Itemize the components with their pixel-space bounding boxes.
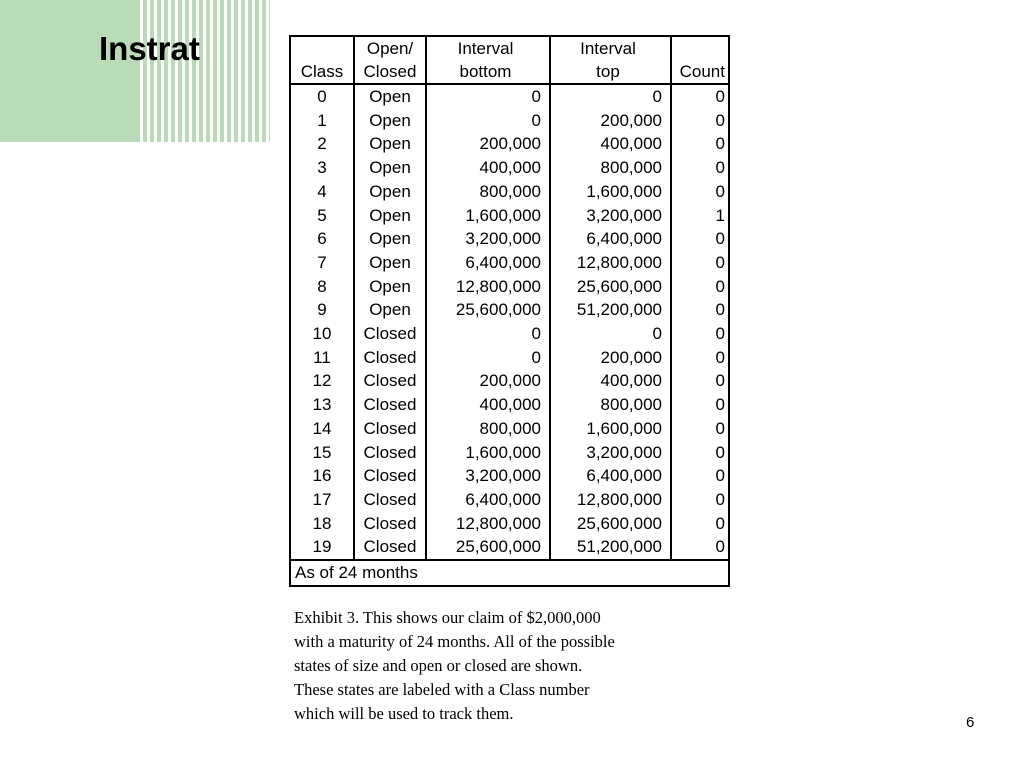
cell-open-closed: Open [354, 109, 426, 133]
cell-count: 0 [671, 322, 729, 346]
cell-interval-top: 400,000 [550, 132, 671, 156]
header-count-line1 [671, 36, 729, 60]
cell-count: 0 [671, 275, 729, 299]
cell-class: 5 [290, 204, 354, 228]
cell-count: 0 [671, 298, 729, 322]
cell-interval-top: 800,000 [550, 156, 671, 180]
header-open-closed: Closed [354, 60, 426, 84]
cell-class: 19 [290, 535, 354, 560]
cell-interval-top: 0 [550, 84, 671, 109]
table-row [290, 369, 729, 393]
page-number: 6 [966, 714, 975, 731]
cell-interval-bottom: 800,000 [426, 417, 550, 441]
cell-interval-bottom: 400,000 [426, 393, 550, 417]
cell-open-closed: Closed [354, 346, 426, 370]
cell-count: 0 [671, 512, 729, 536]
table-row [290, 417, 729, 441]
cell-interval-bottom: 25,600,000 [426, 535, 550, 560]
cell-interval-bottom: 0 [426, 322, 550, 346]
cell-open-closed: Closed [354, 393, 426, 417]
cell-interval-top: 25,600,000 [550, 275, 671, 299]
cell-count: 0 [671, 346, 729, 370]
cell-interval-bottom: 6,400,000 [426, 251, 550, 275]
cell-count: 0 [671, 369, 729, 393]
table-row [290, 488, 729, 512]
table-row [290, 346, 729, 370]
cell-open-closed: Closed [354, 488, 426, 512]
cell-class: 0 [290, 84, 354, 109]
cell-class: 3 [290, 156, 354, 180]
cell-count: 0 [671, 180, 729, 204]
cell-class: 4 [290, 180, 354, 204]
cell-open-closed: Closed [354, 512, 426, 536]
cell-interval-top: 51,200,000 [550, 298, 671, 322]
cell-interval-top: 51,200,000 [550, 535, 671, 560]
cell-count: 0 [671, 227, 729, 251]
cell-interval-top: 400,000 [550, 369, 671, 393]
header-interval-top: top [550, 60, 671, 84]
cell-interval-top: 200,000 [550, 109, 671, 133]
table-header-row-1 [290, 36, 729, 60]
cell-count: 0 [671, 156, 729, 180]
cell-interval-bottom: 200,000 [426, 369, 550, 393]
cell-interval-top: 800,000 [550, 393, 671, 417]
cell-open-closed: Closed [354, 369, 426, 393]
slide-title: Instrat [99, 30, 200, 67]
cell-interval-top: 25,600,000 [550, 512, 671, 536]
data-table-container [289, 35, 730, 587]
cell-interval-bottom: 0 [426, 84, 550, 109]
table-row [290, 109, 729, 133]
header-bottom-line1: Interval [426, 36, 550, 60]
table-row [290, 512, 729, 536]
table-row [290, 156, 729, 180]
cell-interval-top: 3,200,000 [550, 204, 671, 228]
cell-interval-bottom: 1,600,000 [426, 441, 550, 465]
table-body [290, 84, 729, 560]
cell-count: 0 [671, 132, 729, 156]
cell-interval-top: 1,600,000 [550, 417, 671, 441]
cell-class: 18 [290, 512, 354, 536]
table-footer-row [290, 560, 729, 586]
cell-class: 9 [290, 298, 354, 322]
cell-interval-top: 1,600,000 [550, 180, 671, 204]
cell-interval-bottom: 12,800,000 [426, 512, 550, 536]
exhibit-caption: Exhibit 3. This shows our claim of $2,000,000 with a maturity of 24 months. All of the possible states of size and open or closed are shown. These states are labeled with a Class number which will be used to track them. [294, 608, 615, 723]
cell-interval-bottom: 1,600,000 [426, 204, 550, 228]
cell-open-closed: Closed [354, 322, 426, 346]
cell-open-closed: Open [354, 298, 426, 322]
cell-class: 2 [290, 132, 354, 156]
table-row [290, 132, 729, 156]
cell-interval-bottom: 0 [426, 346, 550, 370]
cell-interval-bottom: 25,600,000 [426, 298, 550, 322]
cell-interval-bottom: 6,400,000 [426, 488, 550, 512]
table-header-row-2 [290, 60, 729, 84]
cell-count: 0 [671, 417, 729, 441]
cell-open-closed: Open [354, 180, 426, 204]
cell-count: 0 [671, 488, 729, 512]
corner-solid-block [0, 0, 136, 142]
class-table [289, 35, 730, 587]
cell-class: 7 [290, 251, 354, 275]
header-class: Class [290, 60, 354, 84]
cell-class: 12 [290, 369, 354, 393]
corner-decoration [0, 0, 270, 142]
table-row [290, 227, 729, 251]
cell-open-closed: Open [354, 84, 426, 109]
cell-open-closed: Closed [354, 535, 426, 560]
cell-interval-top: 200,000 [550, 346, 671, 370]
header-class-line1 [290, 36, 354, 60]
cell-interval-top: 0 [550, 322, 671, 346]
table-row [290, 535, 729, 560]
cell-class: 17 [290, 488, 354, 512]
cell-count: 0 [671, 441, 729, 465]
cell-class: 16 [290, 464, 354, 488]
cell-count: 1 [671, 204, 729, 228]
cell-interval-top: 12,800,000 [550, 488, 671, 512]
table-row [290, 251, 729, 275]
cell-open-closed: Closed [354, 464, 426, 488]
header-interval-bottom: bottom [426, 60, 550, 84]
cell-interval-bottom: 12,800,000 [426, 275, 550, 299]
cell-interval-bottom: 200,000 [426, 132, 550, 156]
cell-open-closed: Open [354, 156, 426, 180]
cell-interval-bottom: 800,000 [426, 180, 550, 204]
cell-count: 0 [671, 393, 729, 417]
header-open-line1: Open/ [354, 36, 426, 60]
cell-interval-bottom: 3,200,000 [426, 227, 550, 251]
cell-class: 10 [290, 322, 354, 346]
table-row [290, 275, 729, 299]
cell-interval-top: 12,800,000 [550, 251, 671, 275]
cell-class: 13 [290, 393, 354, 417]
header-count: Count [671, 60, 729, 84]
cell-interval-top: 6,400,000 [550, 464, 671, 488]
cell-interval-bottom: 0 [426, 109, 550, 133]
cell-class: 6 [290, 227, 354, 251]
cell-count: 0 [671, 109, 729, 133]
cell-open-closed: Open [354, 251, 426, 275]
cell-open-closed: Open [354, 132, 426, 156]
table-row [290, 464, 729, 488]
cell-class: 14 [290, 417, 354, 441]
cell-interval-top: 3,200,000 [550, 441, 671, 465]
table-row [290, 441, 729, 465]
cell-interval-top: 6,400,000 [550, 227, 671, 251]
table-row [290, 180, 729, 204]
header-top-line1: Interval [550, 36, 671, 60]
cell-interval-bottom: 3,200,000 [426, 464, 550, 488]
cell-class: 1 [290, 109, 354, 133]
table-row [290, 84, 729, 109]
cell-class: 15 [290, 441, 354, 465]
cell-open-closed: Open [354, 227, 426, 251]
cell-interval-bottom: 400,000 [426, 156, 550, 180]
cell-class: 8 [290, 275, 354, 299]
table-row [290, 298, 729, 322]
cell-class: 11 [290, 346, 354, 370]
cell-count: 0 [671, 251, 729, 275]
cell-count: 0 [671, 535, 729, 560]
table-row [290, 204, 729, 228]
table-row [290, 393, 729, 417]
cell-open-closed: Open [354, 204, 426, 228]
cell-count: 0 [671, 464, 729, 488]
cell-count: 0 [671, 84, 729, 109]
corner-stripes [136, 0, 270, 142]
table-row [290, 322, 729, 346]
cell-open-closed: Closed [354, 417, 426, 441]
cell-open-closed: Closed [354, 441, 426, 465]
cell-open-closed: Open [354, 275, 426, 299]
table-footer-note: As of 24 months [290, 560, 729, 586]
